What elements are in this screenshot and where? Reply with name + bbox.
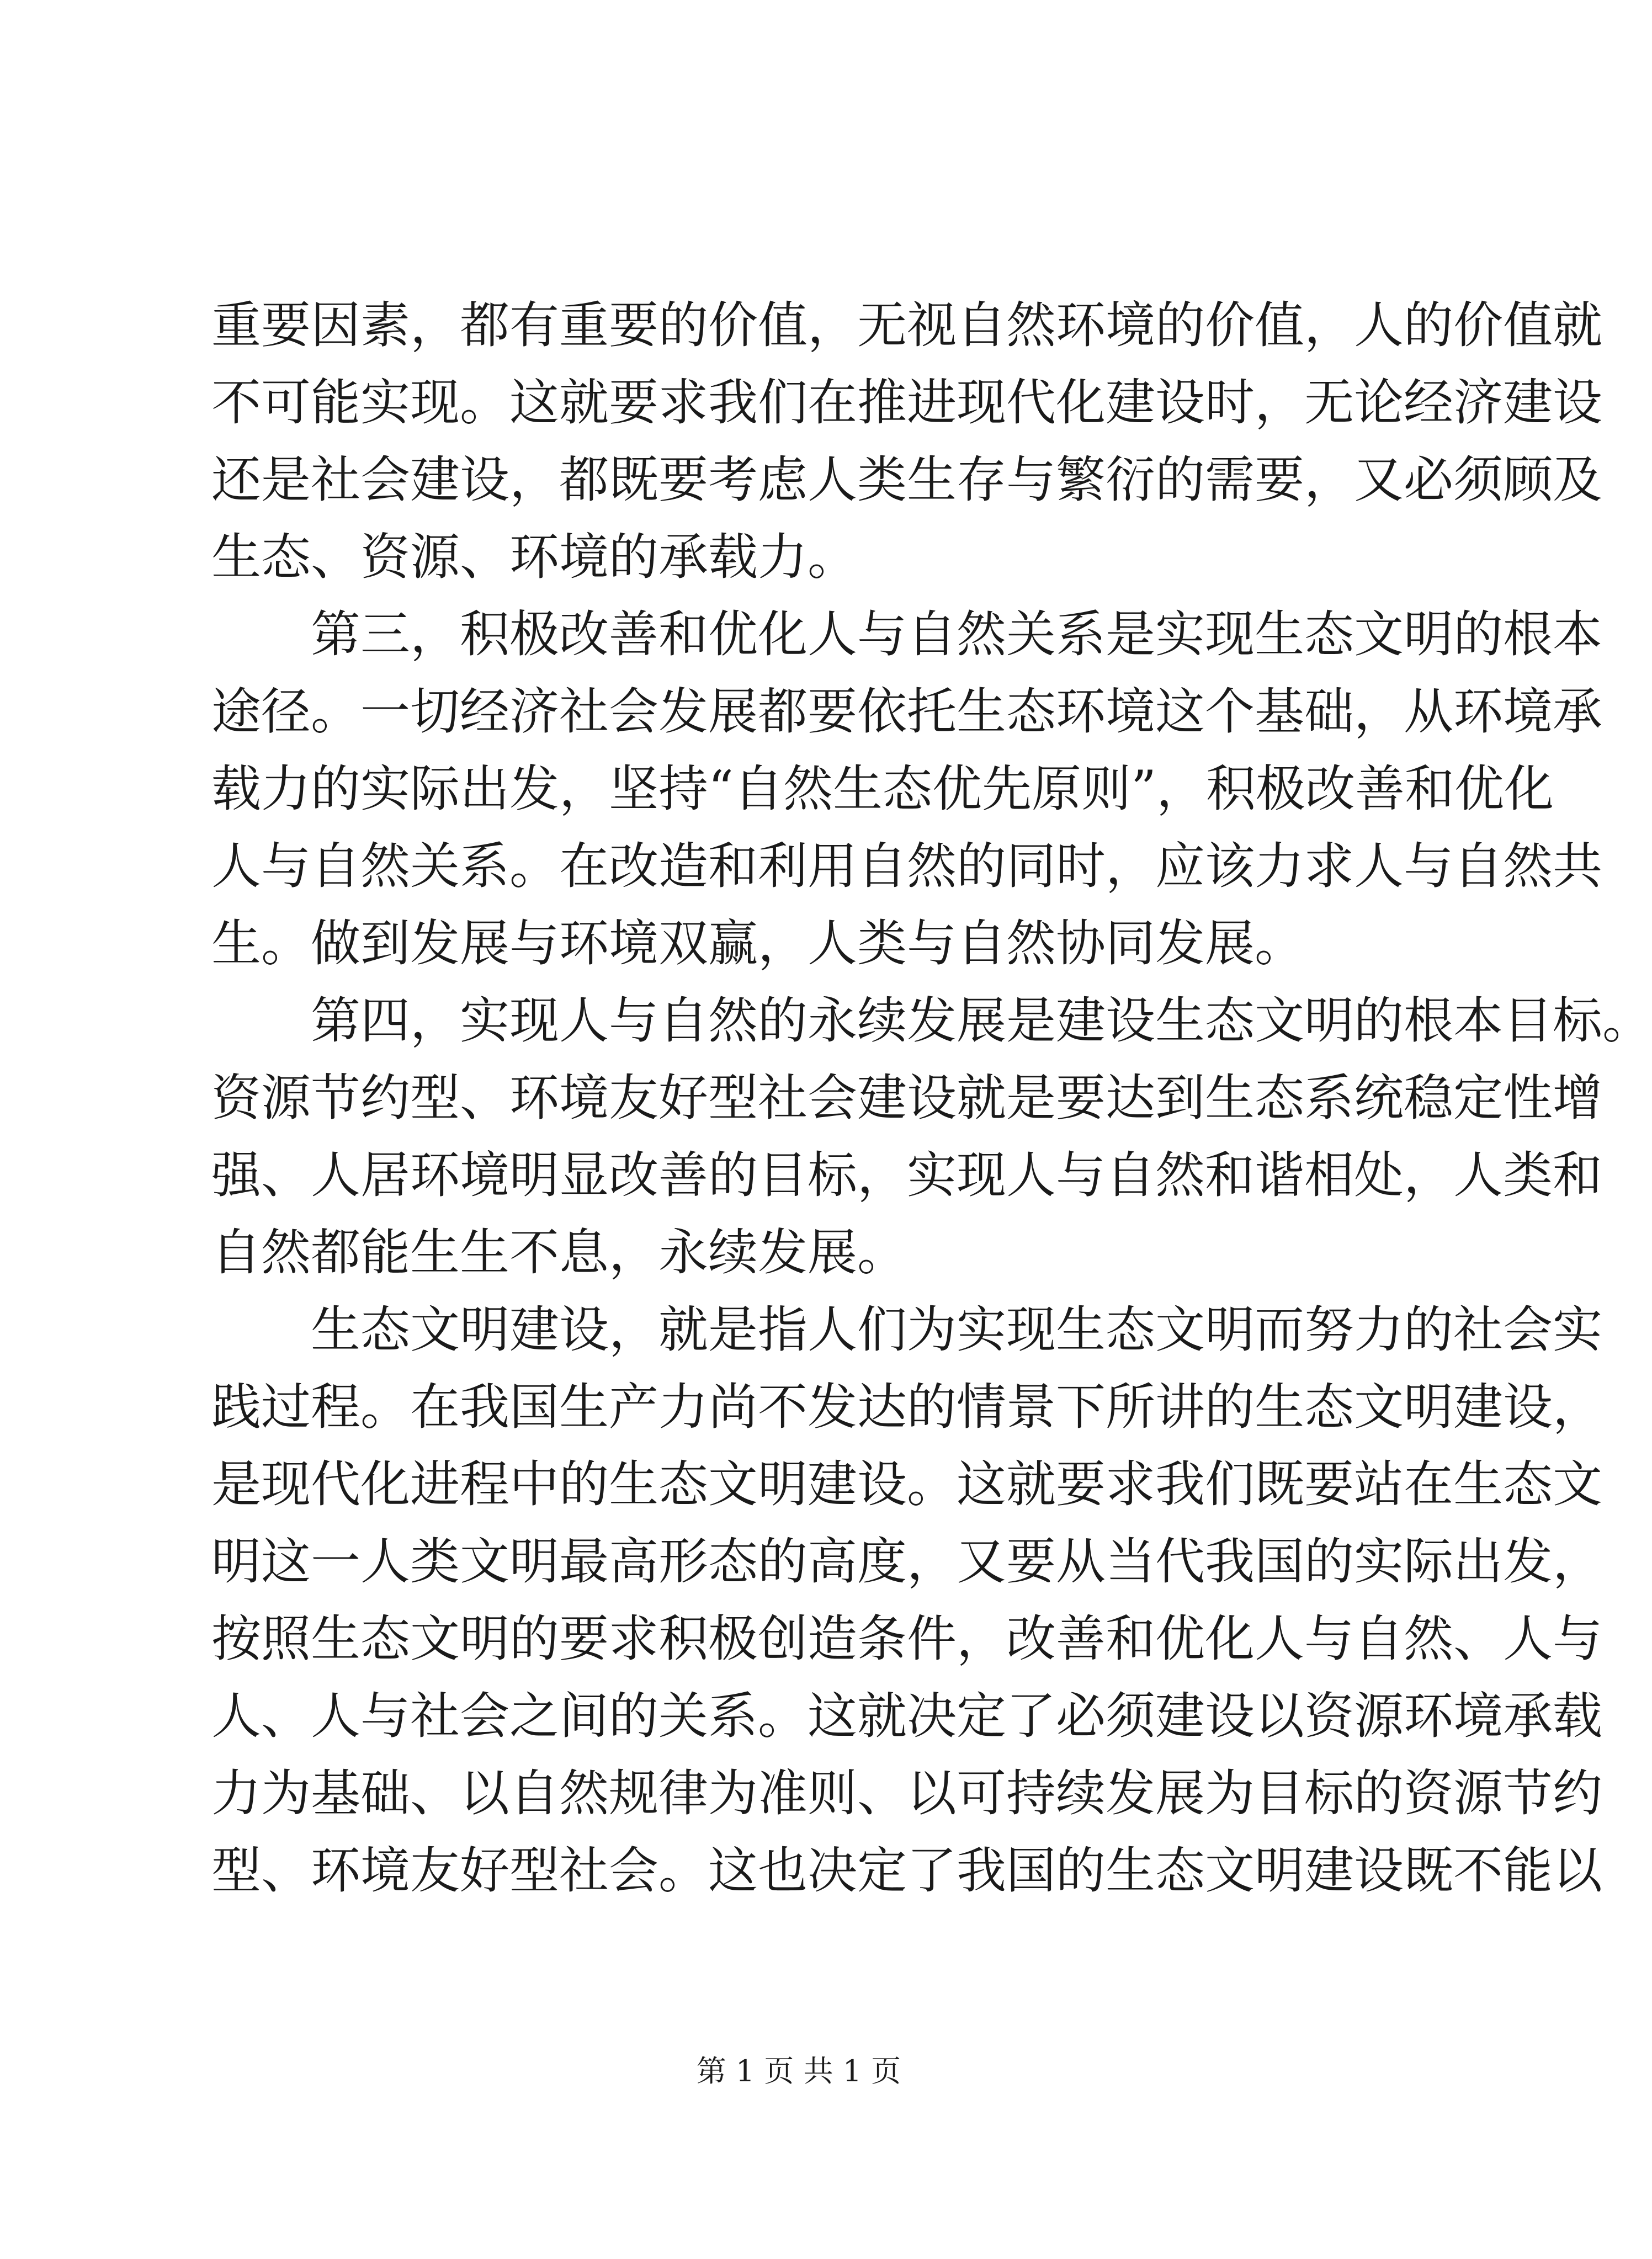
text-line: 第四，实现人与自然的永续发展是建设生态文明的根本目标。	[311, 992, 1652, 1050]
text-line: 资源节约型、环境友好型社会建设就是要达到生态系统稳定性增	[211, 1069, 1602, 1127]
text-line: 明这一人类文明最高形态的高度，又要从当代我国的实际出发，	[211, 1533, 1602, 1591]
text-line: 强、人居环境明显改善的目标，实现人与自然和谐相处，人类和	[211, 1146, 1602, 1204]
text-line: 还是社会建设，都既要考虑人类生存与繁衍的需要，又必须顾及	[211, 451, 1602, 509]
text-line: 途径。一切经济社会发展都要依托生态环境这个基础，从环境承	[211, 683, 1602, 741]
text-line: 生态文明建设，就是指人们为实现生态文明而努力的社会实	[311, 1301, 1602, 1359]
page-number-footer: 第 1 页 共 1 页	[696, 2054, 901, 2088]
text-line: 第三，积极改善和优化人与自然关系是实现生态文明的根本	[311, 605, 1602, 663]
text-line: 是现代化进程中的生态文明建设。这就要求我们既要站在生态文	[211, 1455, 1602, 1513]
text-line: 践过程。在我国生产力尚不发达的情景下所讲的生态文明建设，	[211, 1378, 1602, 1436]
text-line: 不可能实现。这就要求我们在推进现代化建设时，无论经济建设	[211, 374, 1602, 432]
text-line: 型、环境友好型社会。这也决定了我国的生态文明建设既不能以	[211, 1842, 1602, 1900]
text-line: 人与自然关系。在改造和利用自然的同时，应该力求人与自然共	[211, 837, 1602, 895]
text-line: 力为基础、以自然规律为准则、以可持续发展为目标的资源节约	[211, 1764, 1602, 1822]
text-line: 载力的实际出发，坚持“自然生态优先原则”，积极改善和优化	[211, 760, 1554, 818]
text-line: 重要因素，都有重要的价值，无视自然环境的价值，人的价值就	[211, 296, 1602, 354]
text-line: 人、人与社会之间的关系。这就决定了必须建设以资源环境承载	[211, 1687, 1602, 1745]
paragraph	[211, 596, 1602, 982]
paragraph	[211, 982, 1652, 1291]
document-body	[211, 287, 1652, 1910]
text-line: 生。做到发展与环境双赢，人类与自然协同发展。	[211, 915, 1304, 972]
text-line: 自然都能生生不息，永续发展。	[211, 1224, 907, 1282]
text-line: 生态、资源、环境的承载力。	[211, 528, 857, 586]
paragraph	[211, 1291, 1602, 1910]
text-line: 按照生态文明的要求积极创造条件，改善和优化人与自然、人与	[211, 1610, 1602, 1668]
paragraph	[211, 287, 1602, 596]
